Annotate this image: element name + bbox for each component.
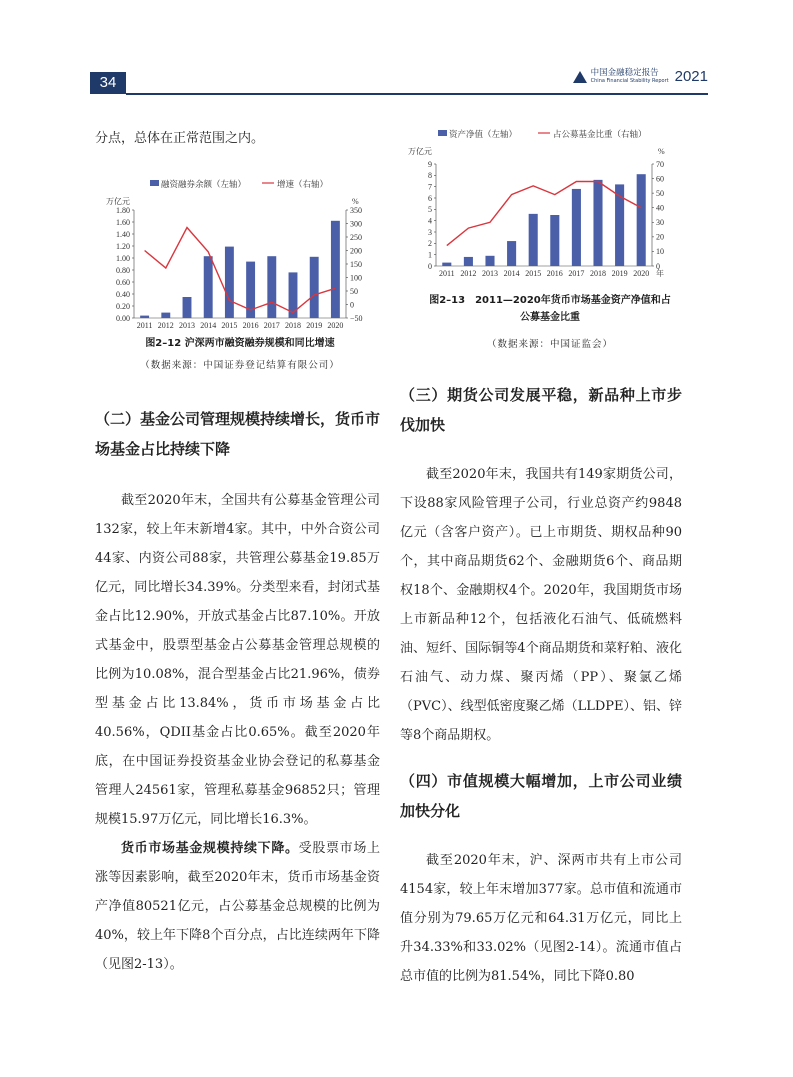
header-rule <box>126 93 708 95</box>
y-left-tick-label: 1.80 <box>116 205 130 215</box>
section-3-title: （三）期货公司发展平稳，新品种上市步伐加快 <box>400 386 682 434</box>
y-right-tick-label: 150 <box>350 259 362 269</box>
y-right-tick-label: 350 <box>350 205 362 215</box>
y-right-tick-label: 0 <box>656 261 660 271</box>
x-tick-label: 2015 <box>221 321 238 330</box>
bar <box>593 180 602 266</box>
x-tick-label: 2013 <box>179 321 195 330</box>
x-tick-label: 2017 <box>263 321 280 330</box>
logo-icon <box>573 71 587 83</box>
y-left-tick-label: 1.40 <box>116 229 130 239</box>
y-left-tick-label: 0.00 <box>116 313 130 323</box>
x-tick-label: 2012 <box>157 321 174 330</box>
bar <box>550 215 559 266</box>
x-tick-label: 2020 <box>633 269 650 278</box>
y-right-tick-label: 50 <box>350 286 358 296</box>
y-right-tick-label: 10 <box>656 247 664 257</box>
y-right-tick-label: −50 <box>350 313 363 323</box>
series-line <box>145 228 336 313</box>
x-tick-label: 2012 <box>460 269 477 278</box>
y-right-tick-label: 0 <box>350 300 354 310</box>
legend-bar-swatch <box>150 180 159 186</box>
x-tick-label: 2019 <box>611 269 628 278</box>
bar <box>331 221 340 318</box>
x-axis-unit: 年 <box>656 269 664 278</box>
series-line <box>447 182 641 246</box>
section-2-title: （二）基金公司管理规模持续增长，货币市场基金占比持续下降 <box>95 410 381 458</box>
y-left-tick-label: 7 <box>428 182 432 192</box>
x-tick-label: 2018 <box>285 321 301 330</box>
y-left-tick-label: 0.80 <box>116 265 130 275</box>
y-left-tick-label: 6 <box>428 193 432 203</box>
y-right-unit: % <box>658 147 665 156</box>
y-left-tick-label: 4 <box>428 216 432 226</box>
figure-2-13-caption-line1: 图2–13 2011—2020年货币市场基金资产净值和占 <box>429 295 671 306</box>
bar <box>267 256 276 318</box>
report-title-en: China Financial Stability Report <box>590 77 669 84</box>
legend-line-label: 增速（右轴） <box>277 179 329 189</box>
x-tick-label: 2011 <box>438 269 455 278</box>
intro-line: 分点，总体在正常范围之内。 <box>95 131 265 146</box>
y-right-tick-label: 100 <box>350 273 362 283</box>
figure-2-13-caption-line2: 公募基金比重 <box>520 312 580 323</box>
y-right-tick-label: 300 <box>350 219 362 229</box>
bar <box>161 313 170 318</box>
legend-bar-label: 融资融券余额（左轴） <box>161 179 247 189</box>
paragraph-money-fund-lead: 货币市场基金规模持续下降。 <box>121 841 299 856</box>
report-title-cn: 中国金融稳定报告 <box>590 68 659 79</box>
x-tick-label: 2016 <box>242 321 259 330</box>
y-left-unit: 万亿元 <box>408 147 432 156</box>
bar <box>507 241 516 266</box>
figure-2-12 <box>100 176 380 330</box>
paragraph-market-cap: 截至2020年末，沪、深两市共有上市公司4154家，较上年末增加377家。总市值和流通市值分别为79.65万亿元和64.31万亿元，同比上升34.33%和33.02%（见图2-14）。流通市值占总市值的比例为81.54%，同比下降0.80 <box>400 853 682 984</box>
figure-2-13-caption <box>405 292 695 326</box>
x-tick-label: 2019 <box>306 321 323 330</box>
x-tick-label: 2016 <box>546 269 563 278</box>
y-left-tick-label: 1.60 <box>116 217 130 227</box>
bar <box>140 316 149 318</box>
bar <box>572 189 581 266</box>
legend-bar-label: 资产净值（左轴） <box>449 129 518 139</box>
bar <box>204 256 213 318</box>
x-tick-label: 2017 <box>568 269 585 278</box>
y-right-tick-label: 40 <box>656 203 664 213</box>
x-tick-label: 2018 <box>590 269 606 278</box>
x-tick-label: 2014 <box>200 321 217 330</box>
bar <box>442 263 451 266</box>
y-left-tick-label: 0 <box>428 261 432 271</box>
y-left-tick-label: 0.60 <box>116 277 130 287</box>
paragraph-futures: 截至2020年末，我国共有149家期货公司，下设88家风险管理子公司，行业总资产约9848亿元（含客户资产）。已上市期货、期权品种90个，其中商品期货62个、金融期货6个、商品期权18个、金融期权4个。2020年，我国期货市场上市新品种12个，包括液化石油气、低硫燃料油、短纤、国际铜等4个商品期货和菜籽粕、液化石油气、动力煤、聚丙烯（PP）、聚氯乙烯（PVC）、线型低密度聚乙烯（LLDPE）、铝、锌等8个商品期权。 <box>400 467 683 743</box>
y-left-tick-label: 2 <box>428 239 432 249</box>
left-intro <box>95 124 380 153</box>
y-left-tick-label: 9 <box>428 159 432 169</box>
y-left-tick-label: 1.00 <box>116 253 130 263</box>
figure-2-13-source: （数据来源：中国证监会） <box>486 339 613 350</box>
bar <box>485 256 494 266</box>
bar <box>464 257 473 266</box>
legend-bar-swatch <box>438 130 447 136</box>
paragraph-fund-companies: 截至2020年末，全国共有公募基金管理公司132家，较上年末新增4家。其中，中外合资公司44家、内资公司88家，共管理公募基金19.85万亿元，同比增长34.39%。分类型来看，封闭式基金占比12.90%，开放式基金占比87.10%。开放式基金中，股票型基金占公募基金管理总规模的比例为10.08%，混合型基金占比21.96%，债券型基金占比13.84%，货币市场基金占比40.56%，QDII基金占比0.65%。截至2020年底，在中国证券投资基金业协会登记的私募基金管理人24561家，管理私募基金96852只；管理规模15.97万亿元，同比增长16.3%。 <box>95 493 380 827</box>
x-tick-label: 2013 <box>482 269 498 278</box>
left-body <box>95 404 380 979</box>
y-left-tick-label: 5 <box>428 205 432 215</box>
y-right-tick-label: 200 <box>350 246 362 256</box>
y-right-tick-label: 30 <box>656 218 664 228</box>
y-right-tick-label: 20 <box>656 232 664 242</box>
x-tick-label: 2014 <box>503 269 520 278</box>
chart-money-market-fund <box>408 124 680 286</box>
bar <box>310 257 319 318</box>
bar <box>225 247 234 318</box>
y-left-unit: 万亿元 <box>106 197 130 206</box>
section-4-title: （四）市值规模大幅增加，上市公司业绩加快分化 <box>400 772 682 820</box>
legend-line-label: 占公募基金比重（右轴） <box>553 129 647 139</box>
bar <box>529 214 538 266</box>
report-brand <box>573 68 708 85</box>
y-right-tick-label: 50 <box>656 188 664 198</box>
figure-2-12-source: （数据来源：中国证券登记结算有限公司） <box>140 360 340 371</box>
y-left-tick-label: 8 <box>428 171 432 181</box>
y-left-tick-label: 3 <box>428 227 432 237</box>
y-right-tick-label: 250 <box>350 232 362 242</box>
x-tick-label: 2020 <box>327 321 344 330</box>
x-tick-label: 2011 <box>136 321 153 330</box>
right-body <box>400 380 682 991</box>
bar <box>183 297 192 318</box>
y-left-tick-label: 1.20 <box>116 241 130 251</box>
y-left-tick-label: 1 <box>428 250 432 260</box>
paragraph-money-fund: 受股票市场上涨等因素影响，截至2020年末，货币市场基金资产净值80521亿元，占公募基金总规模的比例为40%，较上年下降8个百分点，占比连续两年下降（见图2-13）。 <box>95 841 380 972</box>
figure-2-12-caption: 图2–12 沪深两市融资融券规模和同比增速 <box>145 338 335 349</box>
y-right-tick-label: 70 <box>656 159 664 169</box>
y-right-tick-label: 60 <box>656 174 664 184</box>
x-tick-label: 2015 <box>525 269 542 278</box>
report-year: 2021 <box>674 68 708 85</box>
y-left-tick-label: 0.20 <box>116 301 130 311</box>
bar <box>637 174 646 266</box>
y-left-tick-label: 0.40 <box>116 289 130 299</box>
figure-2-13 <box>408 124 680 286</box>
chart-margin-financing <box>100 176 380 330</box>
y-right-unit: % <box>352 197 359 206</box>
page-number: 34 <box>90 72 126 94</box>
